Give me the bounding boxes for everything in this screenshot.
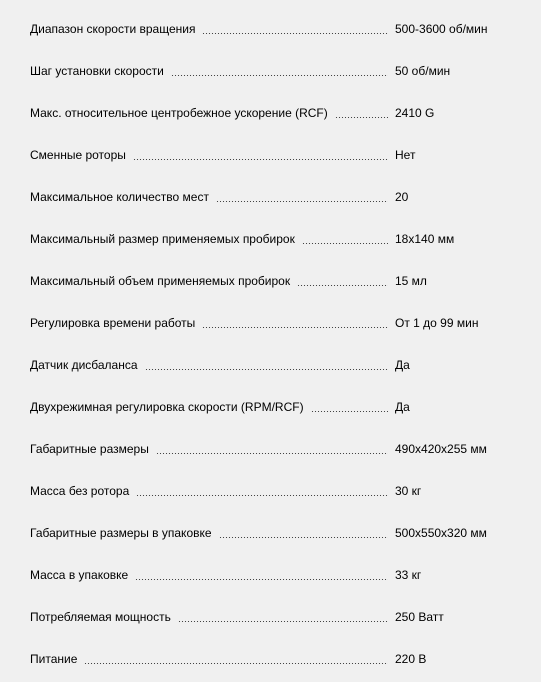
- spec-row: [30, 440, 500, 456]
- spec-row: [30, 650, 500, 666]
- spec-value: 20: [395, 190, 409, 204]
- spec-value: 250 Ватт: [395, 610, 444, 624]
- spec-label: Габаритные размеры в упаковке: [30, 526, 212, 540]
- spec-label: Габаритные размеры: [30, 442, 149, 456]
- spec-row: [30, 482, 500, 498]
- spec-row: [30, 104, 500, 120]
- spec-row: [30, 230, 500, 246]
- spec-label: Датчик дисбаланса: [30, 358, 138, 372]
- spec-value: 2410 G: [395, 106, 435, 120]
- spec-value: 500-3600 об/мин: [395, 22, 488, 36]
- spec-label: Максимальное количество мест: [30, 190, 209, 204]
- spec-label: Макс. относительное центробежное ускорение (RCF): [30, 106, 328, 120]
- spec-label: Двухрежимная регулировка скорости (RPM/RCF): [30, 400, 304, 414]
- leader-dots: [135, 579, 388, 580]
- spec-value: От 1 до 99 мин: [395, 316, 479, 330]
- spec-value: Нет: [395, 148, 416, 162]
- spec-label: Максимальный объем применяемых пробирок: [30, 274, 291, 288]
- leader-dots: [202, 33, 388, 34]
- spec-label: Максимальный размер применяемых пробирок: [30, 232, 295, 246]
- leader-dots: [302, 243, 388, 244]
- spec-label: Сменные роторы: [30, 148, 126, 162]
- spec-row: [30, 62, 500, 78]
- spec-value: 220 В: [395, 652, 427, 666]
- spec-value: Да: [395, 400, 410, 414]
- spec-row: [30, 146, 500, 162]
- spec-label: Диапазон скорости вращения: [30, 22, 196, 36]
- spec-value: 15 мл: [395, 274, 427, 288]
- spec-row: [30, 356, 500, 372]
- spec-value: 50 об/мин: [395, 64, 451, 78]
- spec-label: Масса в упаковке: [30, 568, 129, 582]
- spec-label: Масса без ротора: [30, 484, 130, 498]
- spec-value: 18x140 мм: [395, 232, 455, 246]
- spec-row: [30, 188, 500, 204]
- spec-label: Регулировка времени работы: [30, 316, 196, 330]
- leader-dots: [297, 285, 388, 286]
- spec-label: Потребляемая мощность: [30, 610, 171, 624]
- leader-dots: [219, 537, 388, 538]
- leader-dots: [171, 75, 388, 76]
- leader-dots: [178, 621, 388, 622]
- spec-row: [30, 20, 500, 36]
- spec-row: [30, 566, 500, 582]
- spec-value: 30 кг: [395, 484, 422, 498]
- spec-label: Шаг установки скорости: [30, 64, 164, 78]
- leader-dots: [84, 663, 388, 664]
- spec-row: [30, 608, 500, 624]
- leader-dots: [202, 327, 388, 328]
- spec-value: 500x550x320 мм: [395, 526, 487, 540]
- spec-row: [30, 272, 500, 288]
- spec-row: [30, 314, 500, 330]
- leader-dots: [216, 201, 388, 202]
- leader-dots: [145, 369, 388, 370]
- leader-dots: [156, 453, 388, 454]
- leader-dots: [311, 411, 388, 412]
- spec-row: [30, 524, 500, 540]
- spec-row: [30, 398, 500, 414]
- leader-dots: [133, 159, 388, 160]
- spec-label: Питание: [30, 652, 78, 666]
- leader-dots: [335, 117, 388, 118]
- spec-value: 490x420x255 мм: [395, 442, 487, 456]
- leader-dots: [136, 495, 388, 496]
- spec-value: Да: [395, 358, 410, 372]
- spec-value: 33 кг: [395, 568, 422, 582]
